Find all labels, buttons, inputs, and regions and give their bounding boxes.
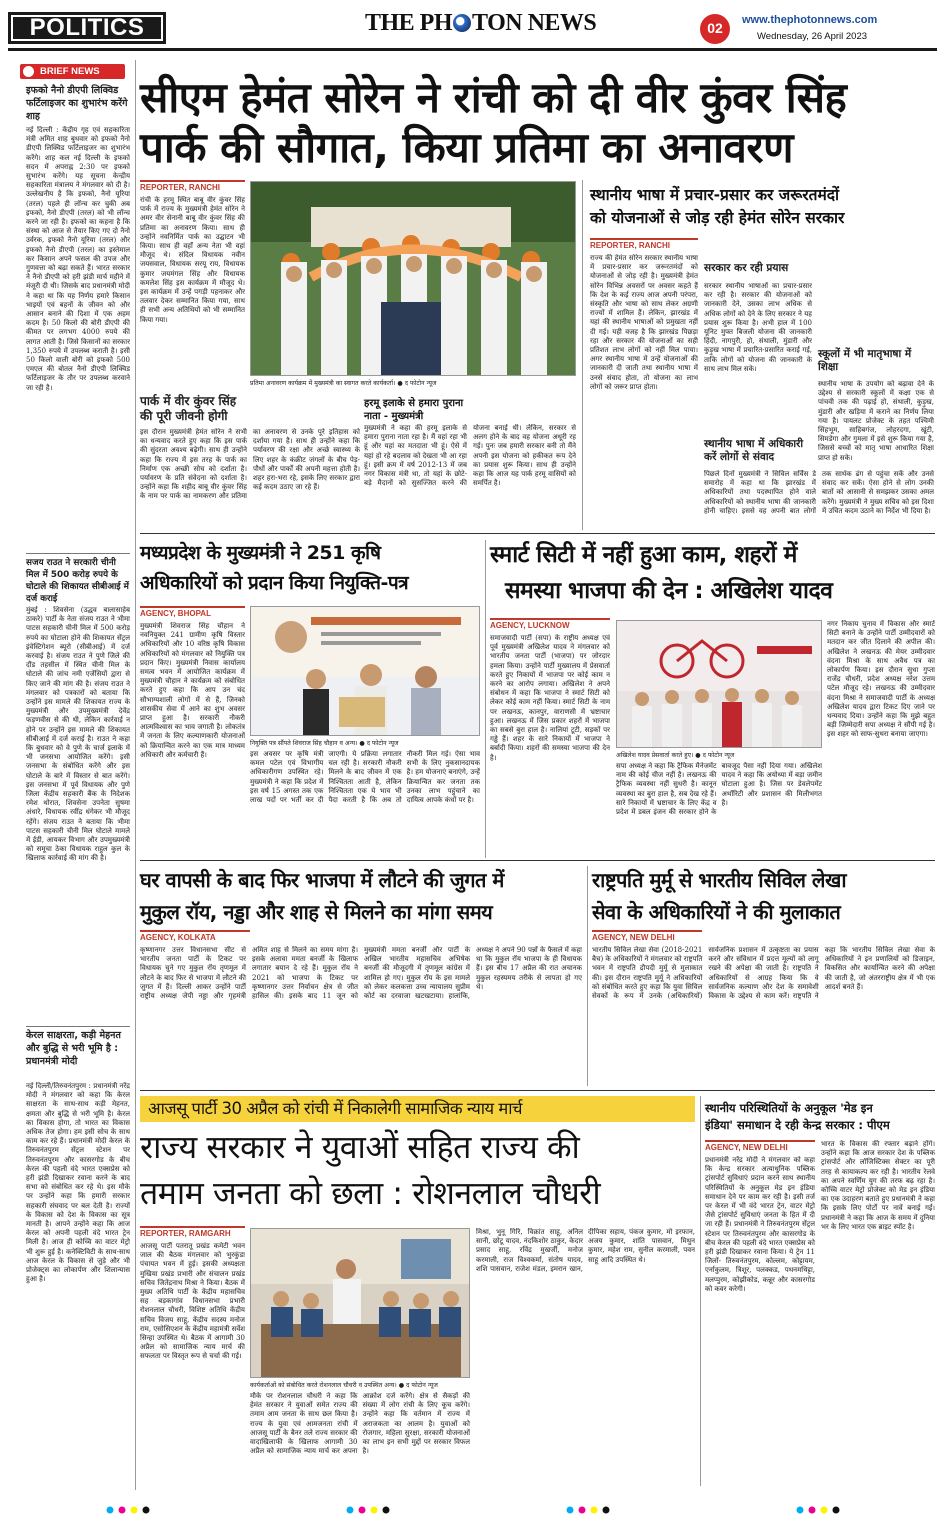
akhilesh-body-c: नगर निकाय चुनाव में विकास और स्मार्ट सिटी बनाने के उन्होंने पार्टी उम्मीदवारों को मतदान कर जीत दिलाने की अपील की। अखिलेश ने लखनऊ की मेयर उम्मीदवार वंदना मिश्रा के साथ अवैध पत्र का लोकार्पण किया। इस दौरान सुधा गुप्ता राजेंद्र चौधरी, प्रदेश अध्यक्ष नरेश उत्तम पटेल मौजूद रहे। लखनऊ की उम्मीदवार वंदना मिश्रा ने समाजवादी पार्टी के अध्यक्ष अखिलेश यादव द्वारा टिकट दिए जाने पर धन्यवाद दिया। उन्होंने कहा कि मुझे बहुत बड़ी जिम्मेदारी सपा अध्यक्ष ने सौंपी गई है। इस शहर को साफ-सुथरा बनाया जाएगा। xyxy=(827,620,935,739)
murmu-agency: AGENCY, NEW DELHI xyxy=(592,930,702,942)
section-label: POLITICS xyxy=(29,14,145,41)
ajsu-agency: REPORTER, RAMGARH xyxy=(140,1226,245,1238)
pm-headline-2: इंडिया' समाधान दे रही केन्द्र सरकार : पीएम xyxy=(705,1118,890,1132)
soren-body-a: राज्य की हेमंत सोरेन सरकार स्थानीय भाषा में प्रचार-प्रसार कर जरूरतमंदों को योजनाओं से जोड़ रही है। मुख्यमंत्री हेमंत सोरेन विभिन्न अवसरों पर अवसर कहते हैं कि देश के कई राज्य आज अपनी परंपरा, संस्कृति और भाषा को साथ लेकर अग्रणी राज्यों में शामिल हैं। लेकिन, झारखंड में यहां की स्थानीय भाषाओं को प्रमुखता नहीं दी गई। यही वजह है कि झारखंड पिछड़ा रहा और सरकार की योजनाओं का सही प्रतिशत लाभ लोगों को नहीं मिल पाया। अगर स्थानीय भाषा में उन्हें योजनाओं की जानकारी दी जाती तथा स्थानीय भाषा में उनसे संवाद होता, तो योजना का लाभ लोगों को जरूर प्राप्त होता। xyxy=(590,254,698,391)
mp-photo xyxy=(250,606,480,736)
ajsu-photo-image xyxy=(251,1229,470,1378)
soren-body-c: पिछले दिनों मुख्यमंत्री ने सिविल सर्विस डे समारोह में कहा था कि झारखंड में अधिकारियों तथा पदस्थापित होने वाले अधिकारियों को स्थानीय भाषा की जानकारी होनी चाहिए। इससे वह अपनी बात लोगों तक सार्थक ढंग से पहुंचा सकें और उनसे संवाद कर सकें। ऐसा होने से लोग उनकी बातों को आसानी से समझकर उसका अमल करेंगे। मुख्यमंत्री ने मुख्य सचिव को इस दिशा में उचित कदम उठाने का निर्देश भी दिया है। xyxy=(704,470,934,515)
lead-headline-2: पार्क की सौगात, किया प्रतिमा का अनावरण xyxy=(140,123,793,172)
lead-body-a: रांची के हरमू स्थित बाबू वीर कुंवर सिंह पार्क में राज्य के मुख्यमंत्री हेमंत सोरेन ने अमर वीर सेनानी बाबू वीर कुंवर सिंह की प्रतिमा का अनावरण किया। साथ ही उन्होंने नवनिर्मित पार्क का उद्घाटन भी किया। साथ ही वहाँ अन्य नेता भी वहां मौजूद थे। संदिल विधायक नवीन जयसवाल, विधायक सरयू राय, विधायक कुमार जयमंगल सिंह और विधायक कमलेश सिंह इस कार्यक्रम में मौजूद थे। इस कार्यक्रम में उन्हें पगड़ी पहनाकर और तलवार देकर सम्मानित किया गया, साथ ही सभी अन्य अतिथियों को भी सम्मानित किया गया। xyxy=(140,196,245,324)
brief-item3-body: नई दिल्ली/तिरुवनंतपुरम : प्रधानमंत्री नरेंद्र मोदी ने मंगलवार को कहा कि केरल साक्षरता के साथ-साथ कड़ी मेहनत, क्षमता और बुद्धि से भरी भूमि है। केरल का विकास होगा, तो भारत का विकास अधिक तेज होगा। हम इसी सोच के साथ काम कर रहे हैं। प्रधानमंत्री मोदी केरल के तिरुवनंतपुरम सेंट्रल स्टेशन पर तिरुवनंतपुरम और कासरगोड के बीच केरल की पहली वंदे भारत एक्सप्रेस को हरी झंडी दिखाकर रवाना करने के बाद सभा को संबोधित कर रहे थे। इस मौके पर उन्होंने कहा कि हमारी सरकार सहकारी संघवाद पर बल देती है। राज्यों के विकास को देश के विकास का सूत्र मानती है। आपने उन्होंने कहा कि आज केरल को अपनी पहली वंदे भारत ट्रेन मिली है। आज ही कोच्चि का वाटर मेट्रो भी शुरू हुई है। कनेक्टिविटी के साथ-साथ आज केरल के विकास से जुड़े और भी प्रोजेक्ट्स का लोकार्पण और शिलान्यास हुआ है। xyxy=(26,1082,130,1284)
mp-divider xyxy=(485,540,486,858)
murmu-headline-2: सेवा के अधिकारियों ने की मुलाकात xyxy=(592,900,841,924)
lead-divider xyxy=(582,180,583,530)
soren-subhead-1: सरकार कर रही प्रयास xyxy=(704,262,789,274)
soren-subhead-3: स्कूलों में भी मातृभाषा में शिक्षा xyxy=(818,348,912,373)
akhilesh-body-a: समाजवादी पार्टी (सपा) के राष्ट्रीय अध्यक्ष एवं पूर्व मुख्यमंत्री अखिलेश यादव ने मंगलवार को भारतीय जनता पार्टी (भाजपा) पर जोरदार हमला किया। उन्होंने पार्टी मुख्यालय में प्रेसवार्ता करते हुए निकायों में भाजपा पर कोई काम न करने का आरोप लगाया। अखिलेश ने अपने संबोधन में कहा कि भाजपा ने स्मार्ट सिटी को लेकर कोई काम नहीं किया। स्मार्ट सिटी के नाम पर लखनऊ, कानपुर, वाराणसी में भ्रष्टाचार हुआ। लखनऊ में जिस प्रकार शहरों में भाजपा का सबसे बुरा हाल है। नालियां टूटी, सड़कों पर गड्ढे हैं। शहर के सारे निकायों में भाजपा ने बर्बादी किया। शहरों की समस्या भाजपा की देन है। xyxy=(490,634,610,762)
brief-icon xyxy=(23,66,34,77)
ajsu-headline-1: राज्य सरकार ने युवाओं सहित राज्य की xyxy=(140,1128,580,1166)
murmu-headline-1: राष्ट्रपति मुर्मू से भारतीय सिविल लेखा xyxy=(592,868,846,892)
mp-headline-1: मध्यप्रदेश के मुख्यमंत्री ने 251 कृषि xyxy=(140,542,381,564)
row-divider-3 xyxy=(140,1090,935,1091)
row-divider-2 xyxy=(140,860,935,861)
ajsu-photo xyxy=(250,1228,470,1378)
pm-agency: AGENCY, NEW DELHI xyxy=(705,1140,815,1152)
lead-body-c: मुख्यमंत्री ने कहा की हरमू इलाके से हमारा पुराना नाता रहा है। मैं वहां रहा भी हूं और यहां का मतदाता भी हूं। ऐसे में यहां हो रहे बदलाव को देखता भी आ रहा हूं। इसी क्रम में वर्ष 2012-13 में जब नगर विकास मंत्री था, तो यहां के छोटे-बड़े मैदानों को सुसज्जित करने की योजना बनाई थी। लेकिन, सरकार से अलग होने के बाद वह योजना अधूरी रह गई। पुनः जब हमारी सरकार बनी तो मैंने अपनी इस योजना को हकीकत रूप देने का प्रयास शुरू किया। साथ ही उन्होंने कहा कि आज यह पार्क हरमू वासियों को समर्पित है। xyxy=(364,424,576,488)
lead-subhead-1: पार्क में वीर कुंवर सिंह की पूरी जीवनी होगी xyxy=(140,394,237,423)
brief-item3-head: केरल साक्षरता, कड़ी मेहनत और बुद्धि से भरी भूमि है : प्रधानमंत्री मोदी xyxy=(26,1030,121,1067)
akhilesh-headline-2: समस्या भाजपा की देन : अखिलेश यादव xyxy=(505,578,833,604)
brief-item2-body: मुंबई : शिवसेना (उद्धव बालासाहेब ठाकरे) पार्टी के नेता संजय राउत ने भीमा पाटस सहकारी चीनी मिल में 500 करोड़ रुपये का घोटाला होने की शिकायत सेंट्रल इंवेस्टिगेशन ब्यूरो (सीबीआई) में दर्ज करवाई है। संजय राउत ने पुणे जिले की दौंड तहसील में स्थित चीनी मिल के घोटाले की जांच नमी एजेंसियों द्वारा से किए जाने की मांग की है। संजय राउत ने मंगलवार को पत्रकारों को बताया कि उन्होंने इस मामले की शिकायत राज्य के मुख्यमंत्री और उपमुख्यमंत्री देवेंद्र फड़णवीस से की थी, लेकिन कार्रवाई न होने पर उन्होंने इस मामले की शिकायत सीबीआई में दर्ज कराई है। राउत ने कहा कि बुधवार को वे पुणे के चार्ज इलाके में भी जनसभा आयोजित करेंगे। इसी जनसभा के संबोधित करेंगे और इस घोटाले के बारे में विस्तार से बात करेंगे। इस जनसभा में पूर्व विधायक और पुणे जिला केंद्रीय सहकारी बैंक के निदेशक रमेश थोरात, शिवसेना उपनेता सुषमा अंधारे, विधायक रवींद्र धंगेकर भी मौजूद रहेंगे। संजय राउत ने बताया कि भीमा पाटस सहकारी चीनी मिल घोटाले मामले में ईडी, आयकर विभाग और उपमुख्यमंत्री को समूचा ठेका विधायक राहुल कुल के खिलाफ कार्रवाई की मांग की है। xyxy=(26,606,130,863)
lead-photo-image xyxy=(251,182,576,376)
soren-body-d: स्थानीय भाषा के उपयोग को बढ़ावा देने के उद्देश्य से सरकारी स्कूलों में कक्षा एक से पांचवी तक की पढ़ाई हो, संथाली, कुड़ुख, मुंडारी और खड़िया में कराने का निर्णय लिया गया है। पायलट प्रोजेक्ट के तहत पश्चिमी सिंहभूम, साहिबगंज, लोहरदगा, खूंटी, सिमडेगा और गुमला में इसे शुरू किया गया है, जिससे बच्चों को मातृ भाषा आधारित शिक्षा प्राप्त हो सके। xyxy=(818,380,934,462)
mp-photo-image xyxy=(251,607,480,736)
akhilesh-body-b: सपा अध्यक्ष ने कहा कि ट्रैफिक मैनेजमेंट नाम की कोई चीज नहीं है। लखनऊ की ट्रैफिक व्यवस्था नहीं सुधरी है। कानून व्यवस्था का बुरा हाल है, सब देख रहे हैं। सारे निकायों में भ्रष्टाचार के लिए केंद्र व प्रदेश में डबल इंजन की सरकार होने के बावजूद पैसा नहीं दिया गया। अखिलेश यादव ने कहा कि अयोध्या में बड़ा जमीन घोटाला हुआ है। जिस पर डेवलेपमेंट अथॉरिटी और प्रशासन की मिलीभगत है। xyxy=(616,762,822,817)
mp-agency: AGENCY, BHOPAL xyxy=(140,606,245,618)
akhilesh-photo-caption: अखिलेश यादव प्रेसवार्ता करते हुए। ● द फोटोन न्यूज xyxy=(616,750,822,759)
website-link[interactable]: www.thephotonnews.com xyxy=(742,14,878,26)
brief-item1-body: नई दिल्ली : केंद्रीय गृह एवं सहकारिता मंत्री अमित शाह बुधवार को इफको नैनो डीएपी लिक्विड फर्टिलाइजर का शुभारंभ करेंगे। शाह कल नई दिल्ली के इफको सदन में अपराह्न 2:30 पर इफको सुभारंभ करेंगे। यह सूचना केन्द्रीय सहकारिता मंत्रालय ने मंगलवार को दी है। उल्लेखनीय है कि इफको, नैनो यूरिया (तरल) पहले ही लॉन्च कर चुकी अब इफको, नैनो डीएपी (तरल) को भी लॉन्च करने जा रही है। इफको का कहना है कि संस्था को आज से तैयार किए गए दो नैनो उर्वरक, इफको नैनो यूरिया (तरल) और इफको नैनो डीएपी (तरल) का इस्तेमाल कर किसान अपने फसल की उपज और गुणवत्ता को बढ़ा सकते हैं। भारत सरकार ने नैनो डीएपी को हरी झंडी मार्च महीने में मंजूरी दी थी। जिसके बाद प्रधानमंत्री मोदी ने कहा था कि यह निर्णय हमारे किसान भाइयों एवं बहनों के जीवन को और आसान बनाने की दिशा में एक अहम कदम है। 50 किलो की बोरी डीएपी की कीमत पर लगभग 4000 रुपये की लागत आती है। जिसे किसानों का सरकार 1,350 रुपये में उपलब्ध कराती है। इसी 50 किलो वाली बोरी को इफको 500 एमएल की बोतल नैनो डीएपी लिक्विड फर्टिलाइजर के तौर पर उपलब्ध करवाने जा रही है। xyxy=(26,126,130,392)
ajsu-body-b: मौके पर रोशनलाल चौधरी ने कहा कि हेमंत सरकार ने युवाओं समेत राज्य की तमाम आम जनता के साथ छल किया है। राज्य के युवा एवं आमजनता रांची में आजसू पार्टी के बैनर तले राज्य सरकार की वादाखिलाफी के खिलाफ आगामी 30 अप्रैल को सामाजिक न्याय मार्च कर अपना आक्रोश दर्ज करेंगे। क्षेत्र से सैकड़ों की संख्या में लोग रांची के लिए कूच करेंगे। उन्होंने कहा कि वर्तमान में राज्य में अराजकता का आलम है। युवाओं को रोजगार, महिला सुरक्षा, सरकारी योजनाओं का लाभ इन सभी मुद्दों पर सरकार विफल है। xyxy=(250,1392,470,1456)
pm-body-a: प्रधानमंत्री नरेंद्र मोदी ने मंगलवार को कहा कि केन्द्र सरकार अत्याधुनिक पब्लिक ट्रांसपोर्ट सुविधाएं प्रदान करने साथ स्थानीय परिस्थितियों के अनुकूल मेड इन इंडिया समाधान देने पर काम कर रही है। इसी तर्ज पर केरल में भी वंदे भारत ट्रेन, वाटर मेट्रो जैसे ट्रांसपोर्ट सुविधाएं जनता के हित में दी जा रही हैं। प्रधानमंत्री ने तिरुवनंतपुरम सेंट्रल स्टेशन पर तिरुवनंतपुरम और कासरगोड के बीच केरल की पहली वंदे भारत एक्सप्रेस को हरी झंडी दिखाकर रवाना किया। ये ट्रेन 11 जिलों- तिरुवनंतपुरम, कोल्लम, कोट्टायम, एर्नाकुलम, त्रिशूर, पलक्कड, पथनमथिट्टा, मलप्पुरम, कोझीकोड, कन्नूर और कासरगोड को कवर करेगी। xyxy=(705,1156,815,1293)
photon-logo-icon xyxy=(453,14,471,32)
lead-agency: REPORTER, RANCHI xyxy=(140,180,245,192)
soren-headline-2: को योजनाओं से जोड़ रही हेमंत सोरेन सरकार xyxy=(590,209,845,227)
mp-headline-2: अधिकारियों को प्रदान किया नियुक्ति-पत्र xyxy=(140,572,409,594)
lead-photo-caption: प्रतिमा अनावरण कार्यक्रम में मुख्यमंत्री का स्वागत करते कार्यकर्ता। ● द फोटोन न्यूज xyxy=(250,378,576,387)
pm-headline-1: स्थानीय परिस्थितियों के अनुकूल 'मेड इन xyxy=(705,1101,873,1115)
mp-photo-caption: नियुक्ति पत्र सौंपते शिवराज सिंह चौहान व अन्य। ● द फोटोन न्यूज xyxy=(250,738,480,747)
brief-news-label: BRIEF NEWS xyxy=(40,66,100,77)
lead-photo xyxy=(250,181,576,376)
ajsu-body-c: मिश्रा, भुनू गिरि, विक्रांत साहू, अनिल सानी, छोटू यादव, नंदकिशोर ठाकुर, केदार प्रसाद साहू, रविंद्र मुखर्जी, मनोज करमाली, राज विश्वकर्मा, संतोष यादव, शशि पासवान, राजेश मंडल, इमरान खान, दीपिका सहाय, पंकज कुमार, मो इरफान, अजय कुमार, शांति पासवान, मिथुन कुमार, महेश राम, सुनील करमाली, पवन साहू आदि उपस्थित थे। xyxy=(476,1228,695,1273)
page-number-text: 02 xyxy=(707,20,723,36)
soren-body-b: सरकार स्थानीय भाषाओं का प्रचार-प्रसार कर रही है। सरकार की योजनाओं को जानकारी देने, उसका लाभ अधिक से अधिक लोगों को देने के लिए सरकार ने यह प्रयास शुरू किया है। अभी हाल में 100 यूनिट मुफ्त बिजली योजना की जानकारी हिंदी, नागपुरी, हो, संथाली, मुंडारी और कुड़ुख भाषा में प्रचारित-प्रसारित कराई गई, ताकि लोगों को योजना की जानकारी के साथ लाभ मिल सके। xyxy=(704,282,812,373)
brief-divider-1 xyxy=(26,553,130,554)
murmu-body: भारतीय सिविल लेखा सेवा (2018-2021 बैच) के अधिकारियों ने मंगलवार को राष्ट्रपति भवन में राष्ट्रपति द्रौपदी मुर्मू से मुलाकात की। इस दौरान राष्ट्रपति मुर्मू ने अधिकारियों को संबोधित करते हुए कहा कि युवा सिविल सेवकों के रूप में उनके (अधिकारियों) सार्वजनिक प्रशासन में उत्कृष्टता का प्रयास करने और संविधान में प्रदत्त मूल्यों को लागू रखने की अपेक्षा की जाती है। राष्ट्रपति ने अधिकारियों से आग्रह किया कि वे सार्वजनिक कल्याण और देश के समावेशी विकास के उद्देश्य से काम करें। राष्ट्रपति ने कहा कि भारतीय सिविल लेखा सेवा के अधिकारियों ने इन प्रणालियों को डिजाइन, विकसित और कार्यान्वित करने की अपेक्षा की जाती है, जो अंतरराष्ट्रीय क्षेत्र में भी एक आदर्श बनते हैं। xyxy=(592,946,935,1001)
row-divider-1 xyxy=(140,533,935,534)
akhilesh-photo-image xyxy=(617,621,822,748)
brief-item1-head: इफको नैनो डीएपी लिक्विड फर्टिलाइजर का शुभारंभ करेंगे शाह xyxy=(26,85,128,122)
header-rule xyxy=(8,48,937,51)
ajsu-headline-2: तमाम जनता को छला : रोशनलाल चौधरी xyxy=(140,1174,601,1212)
masthead xyxy=(365,10,597,40)
ajsu-body-a: आजसू पार्टी पतरातू प्रखंड कमेटी भवन जाल की बैठक मंगलवार को भुरकुंडा पंचायत भवन में हुई। इसकी अध्यक्षता मुखिया प्रखंड प्रभारी और संचालन प्रखंड सचिव जितेंद्रनाथ मिश्रा ने किया। बैठक में मुख्य अतिथि पार्टी के केंद्रीय महासचिव सह बड़कागांव विधानसभा प्रभारी रोशनलाल चौधरी, विशिष्ट अतिथि केंद्रीय सचिव विजय साहू, केंद्रीय सदस्य मनोज राम, एसोसिएशन के केंद्रीय महामंत्री सर्वेश सिन्हा उपस्थित थे। बैठक में आगामी 30 अप्रैल को सामाजिक न्याय मार्च की सफलता पर विस्तृत रूप से चर्चा की गई। xyxy=(140,1242,245,1361)
color-bar-icon xyxy=(100,1505,860,1515)
mukul-body: कृष्णानगर उत्तर विधानसभा सीट से भारतीय जनता पार्टी के टिकट पर विधायक चुने गए मुकुल रॉय तृणमूल में लौटने के बाद फिर से भाजपा में लौटने की जुगत में हैं। दिल्ली आकर उन्होंने पार्टी राष्ट्रीय अध्यक्ष जेपी नड्डा और गृहमंत्री अमित शाह से मिलने का समय मांगा है। इसके अलावा ममता बनर्जी के खिलाफ लगातार बयान दे रहे हैं। मुकुल रॉय ने 2021 को भाजपा के टिकट पर कृष्णानगर उत्तर निर्वाचन क्षेत्र से जीत हासिल की। इसके बाद 11 जून को मुख्यमंत्री ममता बनर्जी और पार्टी के अखिल भारतीय महासचिव अभिषेक बनर्जी की मौजूदगी में तृणमूल कांग्रेस में शामिल हो गए। मुकुल रॉय के इस मामले को लेकर कलकत्ता उच्च न्यायालय सुप्रीम कोर्ट का दरवाजा खटखटाया। हालांकि, अध्यक्ष ने अपने 90 पन्नों के फैसले में कहा था कि मुकुल रॉय भाजपा के ही विधायक हैं। इस बीच 17 अप्रैल की रात अचानक मुकुल रहस्यमय तरीके से लापता हो गए थे। xyxy=(140,946,582,1001)
mukul-headline-1: घर वापसी के बाद फिर भाजपा में लौटने की जुगत में xyxy=(140,868,504,892)
column-divider xyxy=(135,60,136,1490)
pm-body-b: भारत के विकास की रफ्तार बढ़ाने होंगे। उन्होंने कहा कि आज सरकार देश के पब्लिक ट्रांसपोर्ट और लॉजिस्टिक्स सेक्टर का पूरी तरह से कायाकल्प कर रही है। भारतीय रेलवे का अपने स्वर्णिम युग की तरफ बढ़ रहा है। कोच्चि वाटर मेट्रो प्रोजेक्ट को मेड इन इंडिया का एक उदाहरण बताते हुए प्रधानमंत्री ने कहा कि इसके लिए पोर्टों पर नावें बनाई गईं। प्रधानमंत्री ने कहा कि आज के समय में दुनिया भर के लिए भारत एक ब्राइट स्पॉट है। xyxy=(821,1140,935,1231)
mukul-headline-2: मुकुल रॉय, नड्डा और शाह से मिलने का मांगा समय xyxy=(140,900,493,924)
mukul-agency: AGENCY, KOLKATA xyxy=(140,930,250,942)
masthead-part-b: TON NEWS xyxy=(472,10,597,36)
registration-marks xyxy=(100,1500,860,1510)
masthead-part-a: THE PH xyxy=(365,10,453,36)
lead-body-b: इस दौरान मुख्यमंत्री हेमंत सोरेन ने सभी का धन्यवाद करते हुए कहा कि इस पार्क की सुंदरता अवश्य बढ़ेगी। साथ ही उन्होंने कहा कि राज्य में इस तरह के पार्क का निर्माण एक अच्छी सोच को दर्शाता है। पर्यावरण के प्रति संवेदना को दर्शाता है। उन्होंने कहा कि शहीद बाबू वीर कुंवर सिंह के नाम पर पार्क का नामकरण और प्रतिमा का अनावरण से उनके पूरे इतिहास को दर्शाया गया है। साथ ही उन्होंने कहा कि पर्यावरण की रक्षा और अच्छे स्वास्थ्य के लिए शहर के कंक्रीट जंगलों के बीच पेड़-पौधों और पार्कों की अपनी महत्ता होती है। शहर हरा-भरा रहे, इसके लिए सरकार द्वारा कई कदम उठाए जा रहे हैं। xyxy=(140,428,360,501)
mp-body-b: इस अवसर पर कृषि मंत्री कमल पटेल एवं विभागीय अधिकारीगण उपस्थित रहे। मुख्यमंत्री ने कहा कि प्रदेश में इस वर्ष 15 अगस्त तक एक लाख पदों पर भर्ती कर दी जाएगी। ये प्रक्रिया लगातार चल रही है। सरकारी नौकरी मिलने के बाद जीवन में एक निश्चितता आती है, लेकिन निश्चितता एक ये भाव भी पैदा करती है कि अब तो नौकरी मिल गई। ऐसा भाव सभी के लिए नुकसानदायक है। हम योजनाएं बनाएंगे, उन्हें क्रियान्वित कर जनता तक उनका लाभ पहुंचाने का दायित्व आपके कंधों पर है। xyxy=(250,750,480,805)
soren-subhead-2: स्थानीय भाषा में अधिकारी करें लोगों से संवाद xyxy=(704,438,804,463)
soren-agency: REPORTER, RANCHI xyxy=(590,238,698,250)
akhilesh-agency: AGENCY, LUCKNOW xyxy=(490,618,610,630)
soren-headline-1: स्थानीय भाषा में प्रचार-प्रसार कर जरूरतमंदों xyxy=(590,186,839,204)
brief-divider-2 xyxy=(26,1026,130,1027)
akhilesh-headline-1: स्मार्ट सिटी में नहीं हुआ काम, शहरों में xyxy=(490,542,797,568)
issue-date: Wednesday, 26 April 2023 xyxy=(757,31,868,42)
brief-item2-head: सजय राउत ने सरकारी चीनी मिल में 500 करोड़ रुपये के घोटाले की शिकायत सीबीआई में दर्ज कराई xyxy=(26,558,129,604)
lead-headline-1: सीएम हेमंत सोरेन ने रांची को दी वीर कुंवर सिंह xyxy=(140,73,847,122)
ajsu-photo-caption: कार्यकर्ताओं को संबोधित करते रोशनलाल चौधरी व उपस्थित अन्य। ● द फोटोन न्यूज xyxy=(250,1380,470,1389)
mp-body-a: मुख्यमंत्री शिवराज सिंह चौहान ने नवनियुक्त 241 ग्रामीण कृषि विस्तार अधिकारियों और 10 वरिष्ठ कृषि विकास अधिकारियों को मंगलवार को नियुक्ति पत्र प्रदान किए। मुख्यमंत्री निवास कार्यालय समत्व भवन में आयोजित कार्यक्रम में मुख्यमंत्री चौहान ने कार्यक्रम को संबोधित करते हुए कहा कि आप उन चंद सौभाग्यशाली लोगों में से हैं, जिनको शासकीय सेवा में आने का शुभ अवसर प्राप्त हुआ है। सरकारी नौकरी आत्मविश्वास का भाव जगाती है। लोकतंत्र में जनता के लिए कल्याणकारी योजनाओं को क्रियान्वित करने का एक मात्र माध्यम अधिकारी और कर्मचारी हैं। xyxy=(140,622,245,759)
ajsu-divider xyxy=(700,1096,701,1486)
mukul-divider xyxy=(587,866,588,1086)
akhilesh-photo xyxy=(616,620,822,748)
ajsu-banner-text: आजसू पार्टी 30 अप्रैल को रांची में निकालेगी सामाजिक न्याय मार्च xyxy=(148,1099,522,1118)
lead-subhead-2: हरमू इलाके से हमारा पुराना नाता - मुख्यमंत्री xyxy=(364,398,464,422)
